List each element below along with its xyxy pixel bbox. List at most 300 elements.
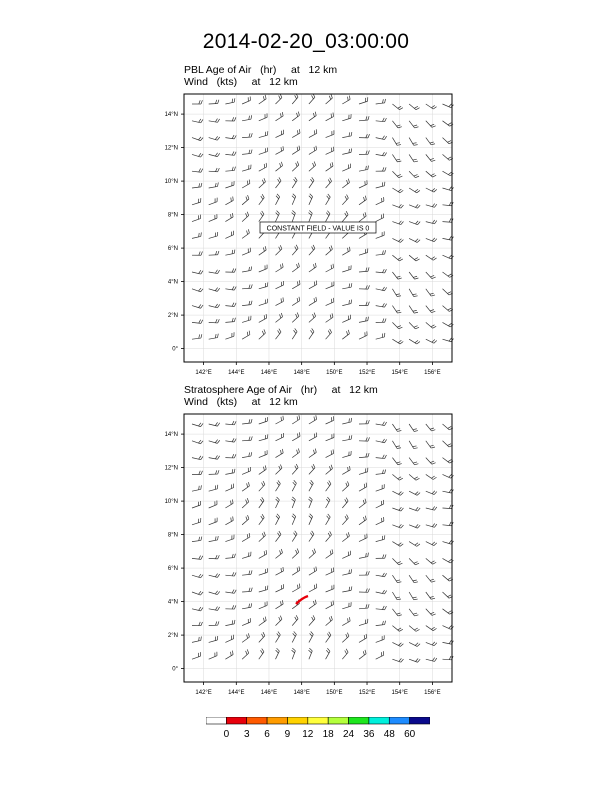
wind-barb [309,328,314,339]
lat-tick-label: 0° [172,346,178,353]
wind-barb [209,119,220,123]
wind-barb [276,480,281,491]
wind-barb [326,313,333,322]
wind-barb [276,112,284,121]
lat-tick-label: 6°N [167,246,178,253]
colorbar-label: 18 [322,729,334,740]
wind-barb [259,113,267,120]
wind-barb [192,456,203,460]
wind-barb [276,648,280,659]
wind-barb [209,440,220,444]
wind-barb [326,585,334,592]
wind-barb [359,420,369,424]
wind-barb [225,516,233,524]
wind-barb [426,272,436,279]
wind-barb [409,491,420,495]
wind-barb [376,318,386,322]
wind-barb [426,441,435,448]
wind-barb [242,165,251,172]
wind-barb [259,532,266,542]
wind-barb [443,138,453,144]
wind-barb [242,570,252,575]
wind-barb [242,316,251,323]
wind-barb [426,474,437,479]
wind-barb [392,491,403,495]
wind-barb [326,632,331,643]
wind-barb [376,535,385,541]
colorbar [206,717,430,725]
wind-barb [242,180,250,188]
wind-barb [342,569,351,575]
wind-barb [376,269,387,273]
wind-barb [426,658,437,662]
wind-barb [326,465,333,475]
colorbar-label: 6 [264,729,270,740]
wind-barb [276,584,284,592]
lon-tick-label: 146°E [260,370,278,376]
wind-barb [342,211,348,221]
wind-barb [192,485,201,491]
wind-barb [443,424,453,430]
wind-barb [259,265,267,272]
wind-barb [309,449,316,458]
wind-barb [359,285,370,289]
colorbar-swatch [349,717,369,724]
wind-barb [259,450,267,457]
wind-barb [259,95,266,104]
wind-barb [376,470,386,475]
wind-barb [309,161,316,171]
wind-barb [392,188,403,193]
wind-barb [342,451,351,458]
wind-barb [259,632,265,642]
wind-barb [376,484,385,491]
wind-barb [392,658,403,662]
wind-barb [225,213,233,222]
wind-barb [392,458,401,465]
wind-barb [426,642,437,646]
map-frame [184,414,452,682]
wind-barb [392,609,401,616]
wind-barb [225,572,236,576]
wind-barb [192,636,201,642]
wind-barb [209,607,220,611]
wind-barb [225,167,235,172]
wind-barb [392,171,402,177]
wind-barb [359,453,369,458]
wind-barb [359,116,369,121]
wind-barb [192,591,203,595]
wind-barb [292,514,296,525]
colorbar-label: 0 [223,729,230,740]
wind-barb [443,609,454,614]
lat-tick-label: 12°N [164,145,178,152]
colorbar-swatch [328,717,348,724]
wind-barb [359,134,370,138]
wind-barb [443,306,453,312]
wind-barb [276,281,284,289]
wind-barb [276,549,283,558]
wind-barb [342,551,350,559]
wind-barb [309,631,313,642]
wind-barb [392,104,402,110]
wind-barb [242,229,249,238]
wind-barb [409,424,418,431]
wind-barb [242,603,252,608]
wind-barb [409,289,418,297]
wind-barb [259,299,268,306]
wind-barb [392,121,401,128]
wind-barb [409,238,420,242]
lat-tick-label: 2°N [167,633,178,640]
wind-barb [209,652,217,659]
wind-barb [225,499,233,508]
wind-barb [326,178,332,188]
wind-barb [342,300,351,306]
wind-barb [392,507,403,511]
wind-barb [326,162,333,171]
wind-barb [342,532,349,541]
wind-barb [225,421,236,425]
colorbar-swatch [267,717,287,724]
wind-barb [376,152,387,156]
wind-barb [409,154,418,162]
wind-barb [342,515,348,525]
wind-barb [192,153,203,157]
wind-barb [309,297,317,306]
wind-barb [392,575,401,582]
wind-barb [192,252,202,256]
lat-tick-label: 6°N [167,566,178,573]
wind-barb [342,481,349,491]
wind-barb [292,448,299,457]
wind-barb [225,303,236,307]
wind-barb [292,112,299,121]
wind-barb [326,147,334,155]
wind-barb [409,188,420,193]
wind-barb [225,332,234,339]
wind-barb [209,198,217,205]
wind-barb [426,220,437,224]
svg-text:CONSTANT FIELD - VALUE IS 0: CONSTANT FIELD - VALUE IS 0 [266,225,370,233]
wind-barb [192,119,203,123]
wind-barb [192,198,201,205]
wind-barb [426,121,436,128]
lat-tick-label: 14°N [164,432,178,439]
wind-barb [292,177,297,188]
wind-barb [342,148,351,154]
wind-barb [209,136,220,140]
wind-barb [292,263,299,272]
colorbar-swatch [308,717,328,724]
panel2-field-label: Stratosphere Age of Air (hr) at 12 km [184,384,378,396]
lon-tick-label: 150°E [326,370,343,376]
wind-barb [209,334,219,340]
wind-barb [242,618,250,625]
wind-barb [342,96,350,104]
wind-barb [309,615,315,625]
wind-barb [409,474,419,480]
wind-barb [292,328,297,339]
wind-barb [326,264,334,272]
wind-barb [209,555,220,559]
wind-barb [426,339,437,343]
wind-barb [359,331,367,339]
wind-barb [309,94,315,104]
wind-barb [192,137,203,141]
wind-barb [292,211,296,222]
wind-barb [276,177,282,188]
wind-barb [209,319,220,323]
wind-barb [192,183,202,188]
wind-barb [426,188,437,192]
wind-barb [259,586,268,592]
wind-barb [209,153,220,157]
wind-barb [209,304,220,308]
wind-barb [392,221,403,225]
lon-tick-label: 148°E [293,690,310,696]
wind-barb [276,616,282,626]
constant-field-annotation [260,222,376,233]
wind-barb [326,194,331,205]
wind-barb [276,464,282,474]
wind-barb [426,592,435,599]
wind-barb [376,167,386,171]
wind-barb [225,589,236,593]
wind-barb [326,298,334,306]
wind-barb [342,649,348,659]
wind-barb [259,163,267,171]
wind-barb [309,146,317,155]
wind-barb [259,568,268,575]
wind-barb [242,150,252,155]
lon-tick-label: 142°E [195,690,212,696]
wind-barb [392,626,402,632]
wind-barb [409,255,419,261]
wind-barb [409,592,418,600]
wind-barb [326,648,330,659]
wind-barb [359,196,366,205]
wind-barb [309,497,313,508]
wind-barb [209,518,217,525]
wind-barb [242,331,250,340]
wind-barb [225,268,236,272]
wind-barb [225,635,233,643]
wind-barb [276,531,281,542]
wind-barb [225,286,236,290]
wind-barb [276,245,282,255]
wind-barb [409,306,418,314]
wind-barb [192,622,202,626]
wind-barb [309,600,316,609]
lon-tick-label: 148°E [293,370,310,376]
wind-barb [376,590,387,594]
wind-barb [426,322,436,328]
wind-barb [242,515,249,525]
wind-barb [192,304,203,308]
wind-barb [192,168,203,172]
lat-tick-label: 4°N [167,279,178,286]
wind-barb [409,138,418,146]
wind-barb [309,584,317,592]
wind-barb [209,536,219,542]
panel2-wind-label: Wind (kts) at 12 km [184,396,298,408]
wind-barb [292,129,300,137]
wind-barb [426,575,435,582]
wind-barb [192,423,203,427]
wind-barb [276,263,284,272]
wind-barb [242,133,252,137]
wind-barb [259,601,267,608]
wind-barb [242,533,250,542]
wind-barb [209,574,220,578]
wind-barb [225,438,236,442]
wind-barb [242,467,250,474]
wind-barb [342,132,352,138]
lat-tick-label: 0° [172,666,178,673]
age-of-air-contour [296,596,308,604]
colorbar-label: 48 [383,729,395,740]
wind-barb [326,130,334,137]
wind-barb [409,104,419,110]
wind-barb [392,306,401,313]
wind-barb [259,617,266,626]
wind-barb [326,449,334,457]
wind-barb [276,632,281,643]
wind-barb [259,148,268,155]
wind-barb [242,301,252,306]
wind-barb [443,441,453,447]
wind-barb [309,211,313,222]
wind-barb [376,455,387,459]
wind-barb [326,497,330,508]
wind-barb [225,117,236,121]
wind-barb [192,652,201,659]
wind-barb [426,491,437,495]
wind-barb [242,212,249,222]
wind-barb [292,297,300,306]
wind-barb [225,469,235,475]
wind-barb [276,211,280,222]
wind-barb [309,549,316,559]
wind-barb [359,97,368,104]
wind-barb [376,606,387,610]
wind-barb [326,567,334,575]
wind-barb [426,138,435,145]
wind-barb [409,507,420,511]
wind-barb [426,558,436,564]
wind-barb [276,297,284,305]
wind-barb [292,480,296,491]
wind-barb [409,609,418,616]
wind-barb [426,542,437,546]
wind-barb [192,574,203,578]
wind-barb [326,514,331,525]
wind-barb [376,651,384,659]
wind-barb [225,135,236,139]
lon-tick-label: 144°E [228,370,245,376]
lon-tick-label: 142°E [195,370,212,376]
wind-barb [192,440,203,444]
lat-tick-label: 4°N [167,599,178,606]
wind-barb [409,204,420,208]
wind-barb [209,168,220,172]
wind-barb [192,320,203,324]
colorbar-swatch [369,717,389,724]
wind-barb [309,480,313,491]
wind-barb [225,554,235,559]
wind-barb [292,94,298,104]
wind-barb [242,436,252,440]
wind-barb [192,100,202,104]
wind-barb [242,588,252,592]
wind-barb [192,518,201,525]
lat-tick-label: 2°N [167,313,178,320]
wind-barb [392,255,402,261]
wind-barb [309,531,314,542]
wind-barb [342,418,351,424]
wind-barb [359,267,369,272]
wind-barb [259,550,267,558]
wind-barb [376,621,386,626]
wind-barb [259,282,268,288]
wind-barb [426,506,437,510]
wind-barb [242,284,252,288]
wind-barb [376,118,387,122]
wind-barb [192,270,203,274]
wind-barb [292,161,299,171]
wind-barb [209,251,219,255]
colorbar-swatch [247,717,267,724]
wind-barb [209,422,220,426]
wind-barb [392,642,403,646]
wind-barb [376,250,386,255]
wind-barb [392,542,403,547]
lon-tick-label: 152°E [358,690,376,696]
wind-barb [276,416,284,424]
wind-barb [259,246,266,255]
wind-barb [359,248,368,255]
wind-barb [342,114,351,121]
wind-barb [326,281,334,288]
wind-barb [276,514,280,525]
wind-barb [409,458,418,465]
wind-barb [259,465,266,474]
wind-barb [342,633,349,643]
wind-barb [426,255,437,260]
wind-barb [326,211,330,222]
wind-barb [359,534,367,542]
wind-barb [359,571,369,575]
wind-barb [242,266,252,272]
lat-tick-label: 14°N [164,112,178,119]
wind-barb [242,248,250,255]
wind-barb [409,339,420,344]
wind-barb [376,422,387,426]
wind-barb [376,136,387,140]
wind-barb [242,482,249,491]
wind-barb [276,497,280,508]
wind-barb [359,302,369,306]
panel1-field-label: PBL Age of Air (hr) at 12 km [184,64,338,76]
wind-barb [259,434,268,440]
wind-barb [342,586,352,592]
wind-barb [409,642,420,646]
wind-barb [259,329,266,339]
wind-barb [326,329,332,339]
wind-barb [242,96,250,104]
grid-lines [184,414,452,682]
